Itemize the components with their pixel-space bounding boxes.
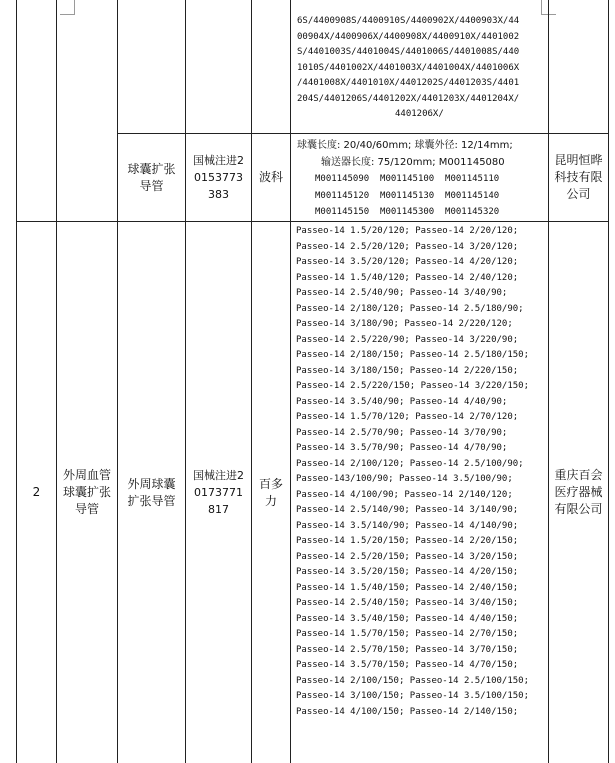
company-cell	[549, 134, 608, 221]
registration-number: 国械注进20153773383	[193, 154, 244, 201]
spec-line: Passeo-14 3/100/150; Passeo-14 3.5/100/150;	[296, 691, 529, 701]
sub-product-name-cell	[118, 222, 185, 763]
spec-line: Passeo-14 2/100/150; Passeo-14 2.5/100/150;	[296, 675, 529, 686]
table-column-divider	[290, 0, 291, 763]
spec-line: Passeo-143/100/90; Passeo-14 3.5/100/90;	[296, 474, 513, 484]
spec-line: Passeo-14 2.5/40/150; Passeo-14 3/40/150;	[296, 598, 519, 608]
spec-line: Passeo-14 3.5/40/90; Passeo-14 4/40/90;	[296, 396, 508, 407]
margin-corner-mark-left	[60, 0, 75, 15]
spec-line: Passeo-14 3/180/150; Passeo-14 2/220/150;	[296, 365, 519, 376]
sub-product-name-cell	[118, 134, 185, 221]
spec-line: M001145150 M001145300 M001145320	[315, 207, 500, 217]
registration-number-cell	[186, 134, 251, 221]
spec-line: Passeo-14 3.5/140/90; Passeo-14 4/140/90;	[296, 520, 519, 531]
table-border-right	[608, 0, 609, 763]
spec-line: Passeo-14 2/180/150; Passeo-14 2.5/180/150;	[296, 350, 529, 360]
registration-number-cell	[186, 222, 251, 763]
spec-line: 1010S/4401002X/4401003X/4401004X/4401006X	[297, 62, 520, 73]
spec-line: Passeo-14 3.5/20/150; Passeo-14 4/20/150;	[296, 567, 519, 577]
spec-line: S/4401003S/4401004S/4401006S/4401008S/440	[297, 47, 520, 57]
company-name: 昆明恒晔科技有限公司	[554, 153, 603, 201]
spec-line: 球囊长度: 20/40/60mm; 球囊外径: 12/14mm;	[297, 140, 513, 151]
row-number: 2	[32, 485, 41, 499]
spec-line: Passeo-14 1.5/40/120; Passeo-14 2/40/120;	[296, 272, 519, 283]
spec-list	[297, 138, 513, 221]
spec-line: Passeo-14 2.5/70/150; Passeo-14 3/70/150;	[296, 644, 519, 655]
spec-line: Passeo-14 1.5/20/120; Passeo-14 2/20/120;	[296, 226, 519, 236]
spec-line: M001145090 M001145100 M001145110	[315, 174, 500, 184]
spec-line: 4401206X/	[395, 109, 444, 119]
company-cell	[549, 222, 608, 763]
brand-cell	[252, 134, 290, 221]
brand-name: 波科	[258, 170, 283, 184]
sub-product-name: 球囊扩张导管	[127, 161, 176, 193]
sub-product-name: 外周球囊扩张导管	[127, 476, 176, 508]
spec-line	[296, 720, 529, 736]
spec-line: Passeo-14 1.5/70/150; Passeo-14 2/70/150;	[296, 629, 519, 639]
spec-line: 204S/4401206S/4401202X/4401203X/4401204X/	[297, 93, 520, 104]
spec-line: Passeo-14 2.5/220/150; Passeo-14 3/220/150;	[296, 381, 529, 391]
spec-line: Passeo-14 2.5/20/150; Passeo-14 3/20/150;	[296, 551, 519, 562]
spec-line: /4401008X/4401010X/4401202S/4401203S/4401	[297, 78, 520, 88]
row-number-cell	[17, 222, 56, 763]
product-name: 外周血管球囊扩张导管	[62, 468, 111, 516]
spec-line: 00904X/4400906X/4400908X/4400910X/4401002	[297, 31, 520, 42]
spec-line: Passeo-14 1.5/40/150; Passeo-14 2/40/150;	[296, 582, 519, 593]
spec-line: Passeo-14 2.5/40/90; Passeo-14 3/40/90;	[296, 288, 508, 298]
brand-name: 百多力	[258, 476, 283, 508]
spec-line: Passeo-14 3.5/70/150; Passeo-14 4/70/150;	[296, 660, 519, 670]
spec-line: Passeo-14 2/100/120; Passeo-14 2.5/100/90;	[296, 458, 524, 469]
spec-list	[296, 224, 529, 736]
spec-line: Passeo-14 3.5/40/150; Passeo-14 4/40/150;	[296, 613, 519, 624]
product-name-cell	[57, 222, 117, 763]
spec-line: Passeo-14 4/100/150; Passeo-14 2/140/150;	[296, 706, 519, 717]
spec-line: Passeo-14 2.5/20/120; Passeo-14 3/20/120;	[296, 241, 519, 252]
spec-line: Passeo-14 3.5/20/120; Passeo-14 4/20/120;	[296, 257, 519, 267]
spec-list-top	[297, 14, 519, 123]
spec-line: M001145120 M001145130 M001145140	[315, 190, 500, 201]
brand-cell	[252, 222, 290, 763]
spec-line: Passeo-14 2.5/140/90; Passeo-14 3/140/90;	[296, 505, 519, 515]
spec-line: Passeo-14 3.5/70/90; Passeo-14 4/70/90;	[296, 443, 508, 453]
spec-line: Passeo-14 3/180/90; Passeo-14 2/220/120;	[296, 319, 513, 329]
registration-number: 国械注进20173771817	[193, 469, 244, 516]
spec-line: Passeo-14 2.5/70/90; Passeo-14 3/70/90;	[296, 427, 508, 438]
company-name: 重庆百会医疗器械有限公司	[554, 468, 603, 516]
spec-line: Passeo-14 1.5/20/150; Passeo-14 2/20/150;	[296, 536, 519, 546]
spec-line: Passeo-14 2/180/120; Passeo-14 2.5/180/90;	[296, 303, 524, 314]
spec-line: Passeo-14 1.5/70/120; Passeo-14 2/70/120;	[296, 412, 519, 422]
spec-line: Passeo-14 4/100/90; Passeo-14 2/140/120;	[296, 489, 513, 500]
spec-line: 输送器长度: 75/120mm; M001145080	[321, 156, 505, 168]
spec-line: Passeo-14 2.5/220/90; Passeo-14 3/220/90;	[296, 334, 519, 345]
spec-line: 6S/4400908S/4400910S/4400902X/4400903X/44	[297, 16, 520, 26]
